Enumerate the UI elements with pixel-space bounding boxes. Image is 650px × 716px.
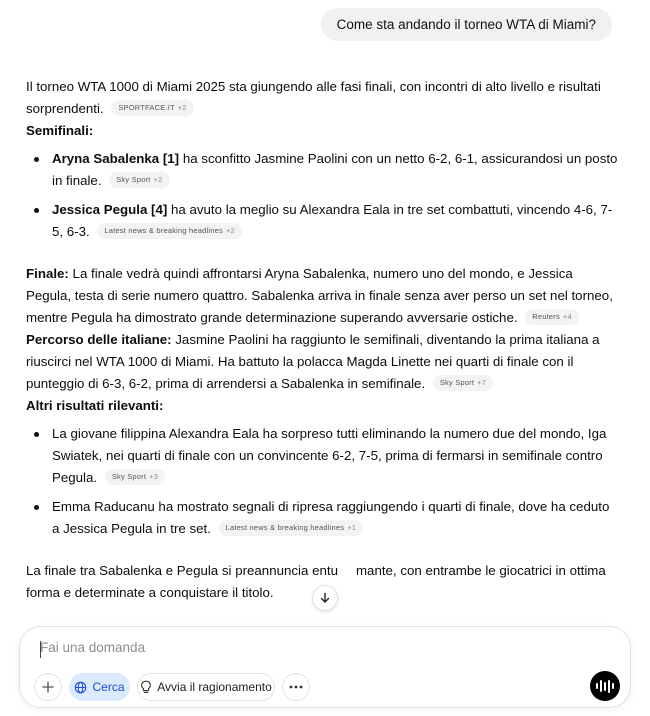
composer [19, 626, 631, 708]
arrow-down-icon [319, 592, 331, 604]
more-icon [289, 685, 303, 689]
source-chip[interactable]: Sky Sport +7 [433, 375, 493, 391]
scroll-down-button[interactable] [312, 585, 338, 611]
semifinals-heading: Semifinali: [26, 123, 94, 138]
globe-icon [74, 681, 87, 694]
italians-paragraph: Percorso delle italiane: Jasmine Paolini ha raggiunto le semifinali, diventando la prima italiana a riuscirci nel WTA 1000 di Miami. Ha battuto la polacca Magda Linette nei quarti di finale con il punteggio di 6-3, 6-2, prima di arrendersi a Sabalenka in semifinale. Sky Sport +7 [26, 332, 600, 391]
answer-intro: Il torneo WTA 1000 di Miami 2025 sta giungendo alle fasi finali, con incontri di alto livello e risultati sorprendenti. SPORTFACE.IT +2 [26, 79, 601, 116]
list-item: Jessica Pegula [4] ha avuto la meglio su Alexandra Eala in tre set combattuti, vincendo 4-6, 7-5, 6-3. Latest news & breaking headlines +2 [26, 199, 618, 243]
source-chip[interactable]: Sky Sport +2 [109, 172, 169, 188]
search-button-label: Cerca [92, 680, 125, 694]
source-chip[interactable]: Latest news & breaking headlines +2 [97, 223, 242, 239]
voice-button[interactable] [590, 671, 620, 701]
others-heading: Altri risultati rilevanti: [26, 398, 164, 413]
source-chip[interactable]: SPORTFACE.IT +2 [111, 100, 193, 116]
list-item: Emma Raducanu ha mostrato segnali di ripresa raggiungendo i quarti di finale, dove ha ceduto a Jessica Pegula in tre set. Latest news & breaking headlines +1 [26, 496, 618, 540]
closing-paragraph: La finale tra Sabalenka e Pegula si preannuncia entu mante, con entrambe le giocatrici in ottima forma e determinate a conquistare il titolo. [26, 563, 606, 600]
list-item: Aryna Sabalenka [1] ha sconfitto Jasmine Paolini con un netto 6-2, 6-1, assicurandosi un posto in finale. Sky Sport +2 [26, 148, 618, 192]
assistant-answer [26, 76, 618, 604]
semifinals-list [26, 148, 618, 243]
text-caret [40, 641, 41, 658]
others-list [26, 423, 618, 540]
source-chip[interactable]: Sky Sport +3 [105, 469, 165, 485]
more-options-button[interactable] [282, 673, 310, 701]
search-button[interactable] [69, 673, 130, 701]
user-message-bubble: Come sta andando il torneo WTA di Miami? [321, 8, 612, 41]
lightbulb-icon [140, 680, 152, 694]
source-chip[interactable]: Latest news & breaking headlines +1 [219, 520, 364, 536]
voice-icon [596, 683, 598, 689]
reason-button-label: Avvia il ragionamento [157, 680, 272, 694]
reason-button[interactable] [137, 673, 275, 701]
plus-icon [42, 681, 54, 693]
prompt-input[interactable] [40, 640, 540, 655]
final-paragraph: Finale: La finale vedrà quindi affrontarsi Aryna Sabalenka, numero uno del mondo, e Jessica Pegula, testa di serie numero quattro. Sabalenka arriva in finale senza aver perso un set nel torneo, mentre Pegula ha dimostrato grande determinazione superando avversarie ostiche. Reuters +4 [26, 266, 613, 325]
source-chip[interactable]: Reuters +4 [525, 309, 579, 325]
list-item: La giovane filippina Alexandra Eala ha sorpreso tutti eliminando la numero due del mondo, Iga Swiatek, nei quarti di finale con un convincente 6-2, 7-5, prima di fermarsi in semifinale contro Pegula. Sky Sport +3 [26, 423, 618, 489]
attach-button[interactable] [34, 673, 62, 701]
